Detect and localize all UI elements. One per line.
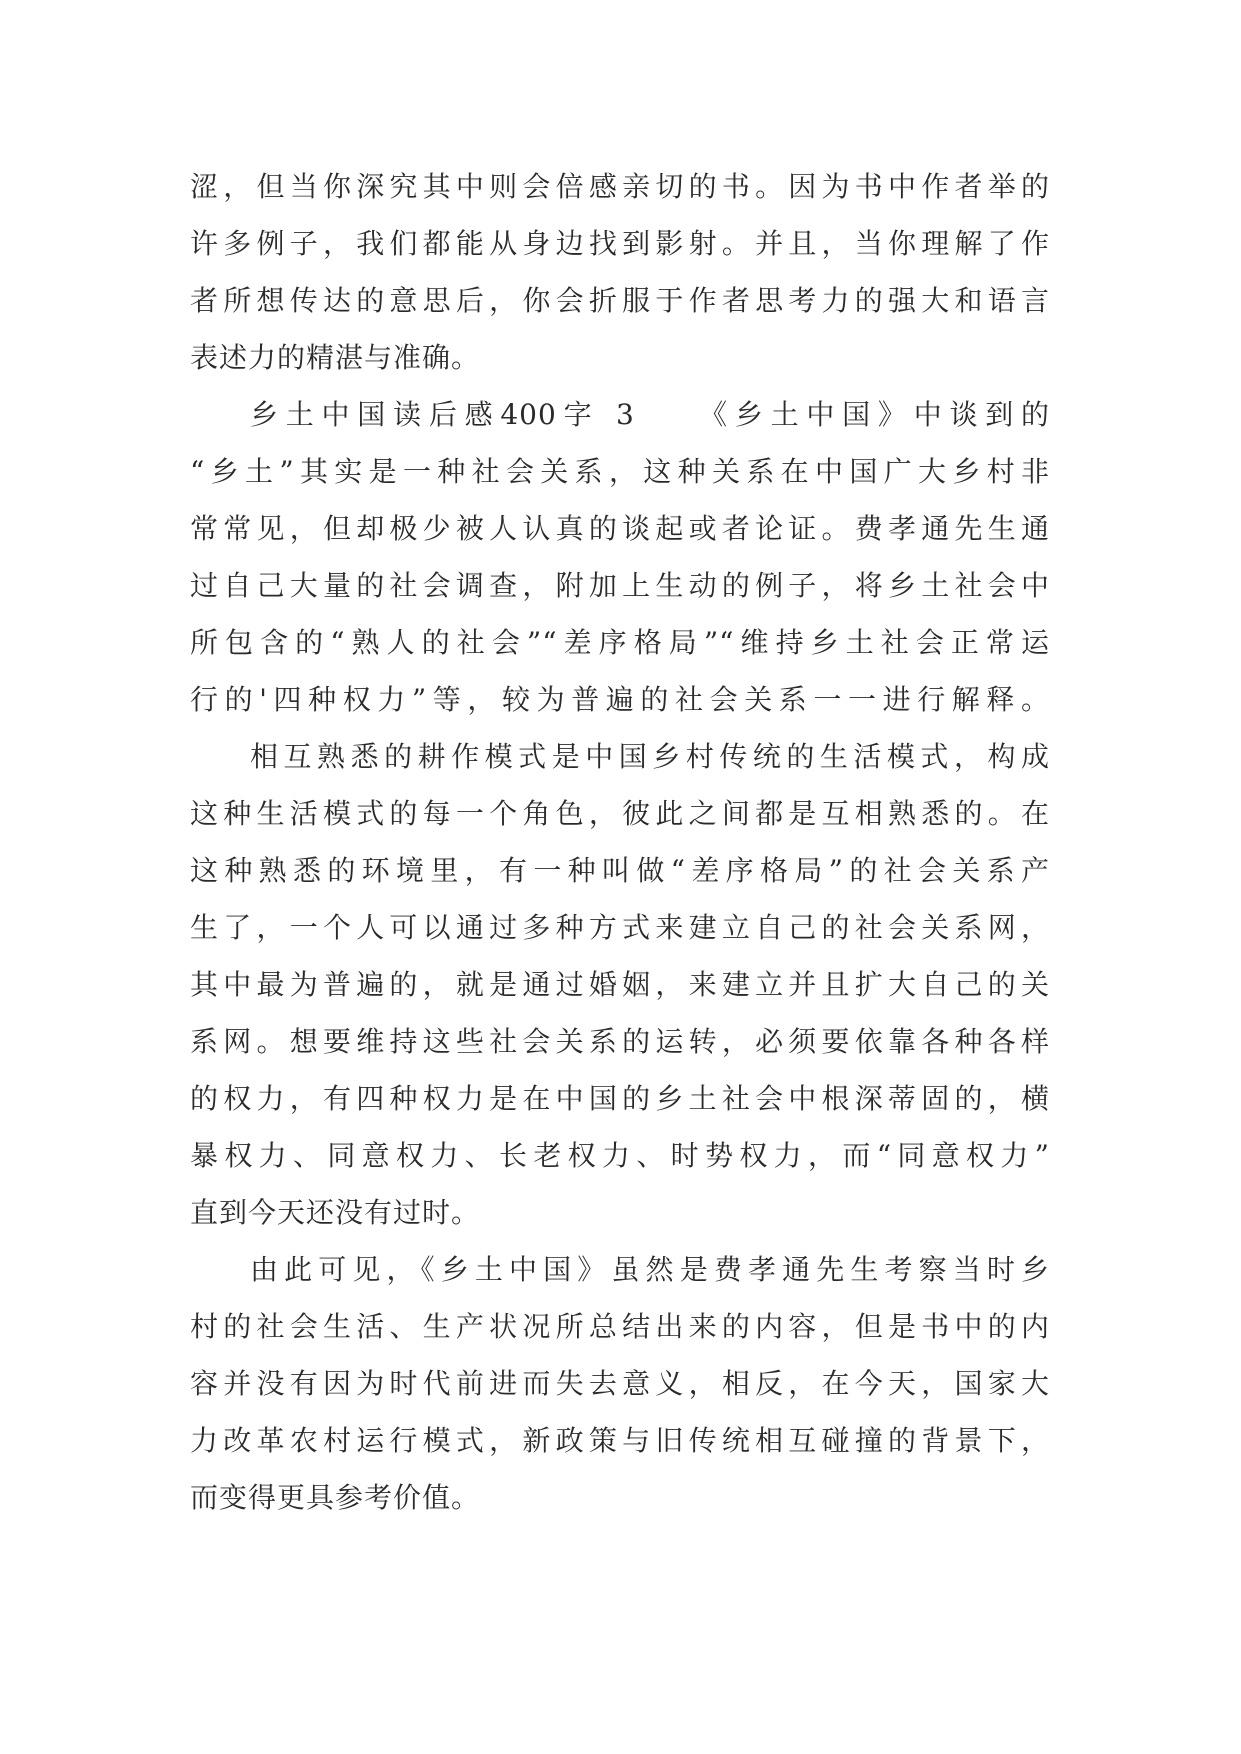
text-line: 村的社会生活、生产状况所总结出来的内容，但是书中的内 <box>190 1310 1050 1343</box>
text-line: 生了，一个人可以通过多种方式来建立自己的社会关系网， <box>190 911 1050 944</box>
text-line: 常常见，但却极少被人认真的谈起或者论证。费孝通先生通 <box>190 512 1050 545</box>
text-line: 相互熟悉的耕作模式是中国乡村传统的生活模式，构成 <box>250 740 1050 773</box>
text-line: 力改革农村运行模式，新政策与旧传统相互碰撞的背景下， <box>190 1424 1050 1457</box>
text-line: 涩，但当你深究其中则会倍感亲切的书。因为书中作者举的 <box>190 170 1050 203</box>
text-line: 许多例子，我们都能从身边找到影射。并且，当你理解了作 <box>190 227 1050 260</box>
text-line: “乡土”其实是一种社会关系，这种关系在中国广大乡村非 <box>190 455 1050 488</box>
text-line: 所包含的“熟人的社会”“差序格局”“维持乡土社会正常运 <box>190 626 1050 659</box>
text-line: 而变得更具参考价值。 <box>190 1481 481 1514</box>
text-line: 的权力，有四种权力是在中国的乡土社会中根深蒂固的，横 <box>190 1082 1050 1115</box>
text-line: 行的'四种权力”等，较为普遍的社会关系一一进行解释。 <box>190 683 1050 716</box>
text-line: 过自己大量的社会调查，附加上生动的例子，将乡土社会中 <box>190 569 1050 602</box>
text-line: 由此可见，《乡土中国》虽然是费孝通先生考察当时乡 <box>250 1253 1050 1286</box>
text-line: 者所想传达的意思后，你会折服于作者思考力的强大和语言 <box>190 284 1050 317</box>
text-line: 乡土中国读后感400字 3 《乡土中国》中谈到的 <box>250 398 1050 431</box>
text-line: 这种熟悉的环境里，有一种叫做“差序格局”的社会关系产 <box>190 854 1050 887</box>
text-line: 这种生活模式的每一个角色，彼此之间都是互相熟悉的。在 <box>190 797 1050 830</box>
text-line: 暴权力、同意权力、长老权力、时势权力，而“同意权力” <box>190 1139 1050 1172</box>
body-text <box>190 158 1050 1526</box>
text-line: 其中最为普遍的，就是通过婚姻，来建立并且扩大自己的关 <box>190 968 1050 1001</box>
text-line: 容并没有因为时代前进而失去意义，相反，在今天，国家大 <box>190 1367 1050 1400</box>
text-line: 系网。想要维持这些社会关系的运转，必须要依靠各种各样 <box>190 1025 1050 1058</box>
text-line: 表述力的精湛与准确。 <box>190 341 481 374</box>
text-line: 直到今天还没有过时。 <box>190 1196 481 1229</box>
